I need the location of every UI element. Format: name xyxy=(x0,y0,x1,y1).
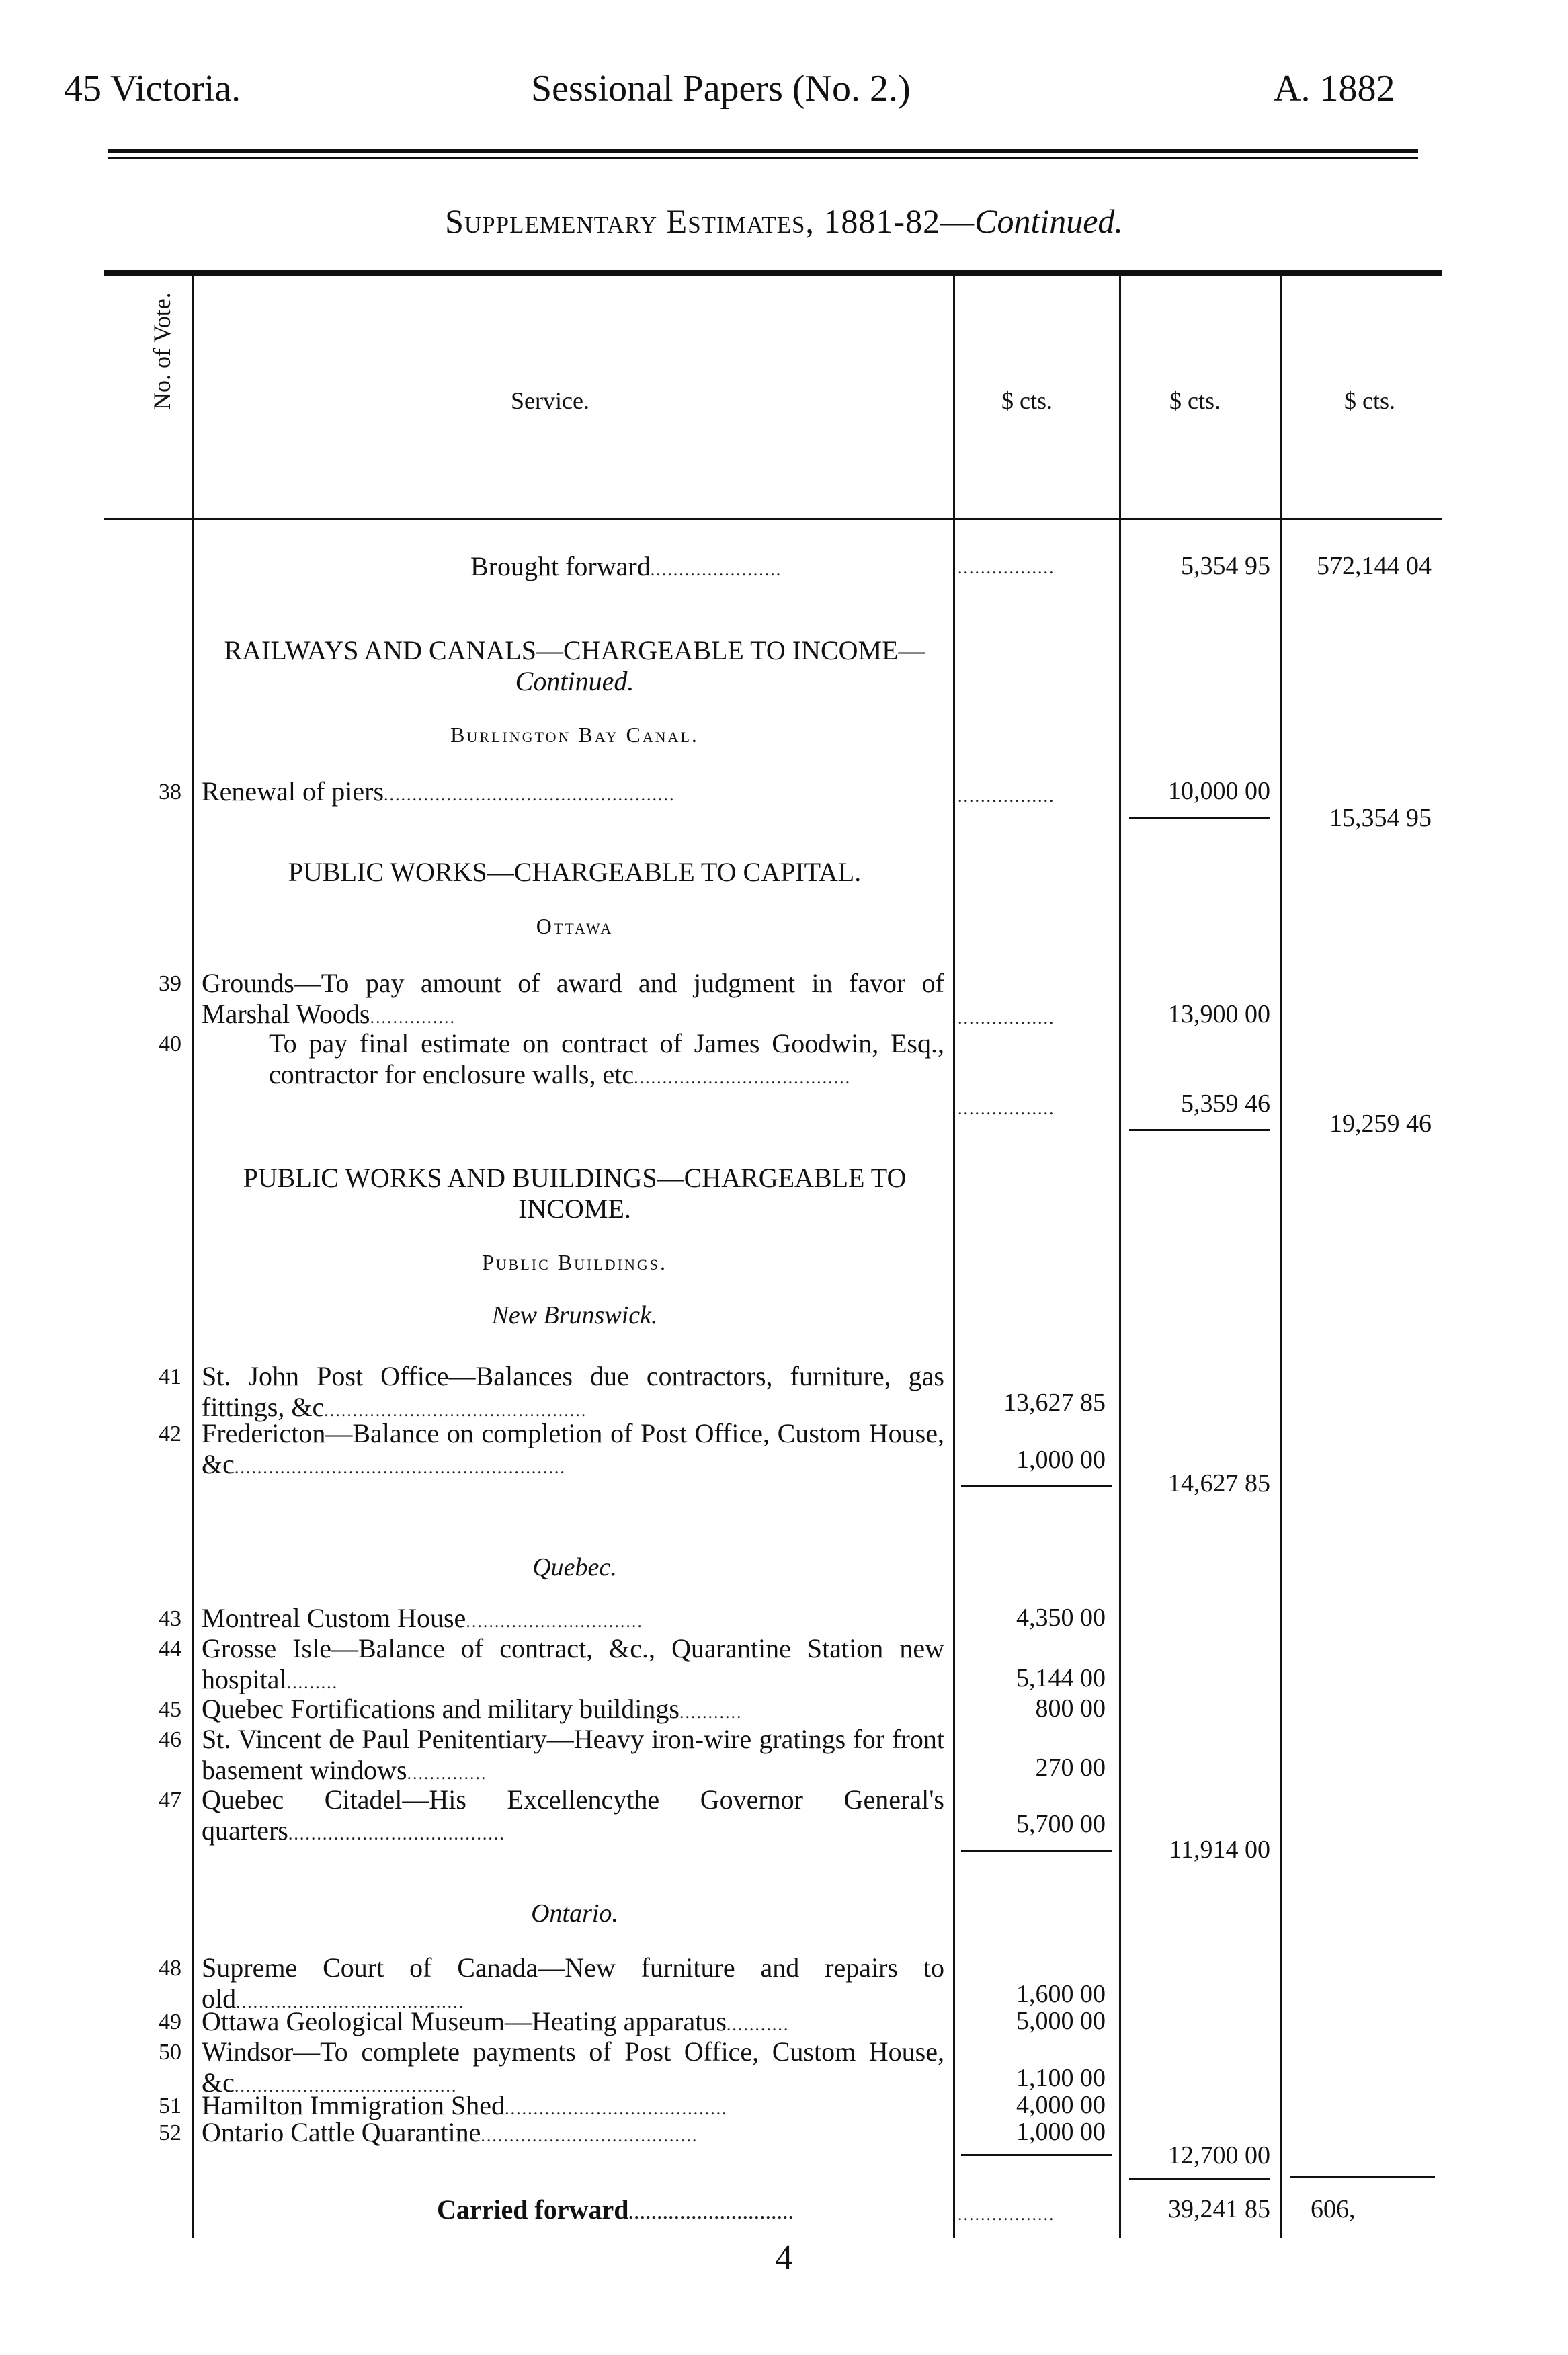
burlington-total-c3: 15,354 95 xyxy=(1329,804,1432,832)
service-item-46: St. Vincent de Paul Penitentiary—Heavy iron-wire gratings for front basement windows.............. xyxy=(202,1724,944,1785)
vote-48-c1: 1,600 00 xyxy=(1016,1980,1106,2008)
service-item-50: Windsor—To complete payments of Post Office, Custom House, &c....................................... xyxy=(202,2036,944,2098)
vote-50-c1: 1,100 00 xyxy=(1016,2064,1106,2092)
vote-number-52: 52 xyxy=(159,2120,181,2145)
section-public-works-capital: PUBLIC WORKS—CHARGEABLE TO CAPITAL. xyxy=(288,857,862,887)
header-year: A. 1882 xyxy=(1274,68,1395,110)
col-head-c2: $ cts. xyxy=(1169,387,1221,414)
header-rule-bottom xyxy=(108,157,1418,159)
quebec-total-c2: 11,914 00 xyxy=(1169,1835,1270,1864)
vote-number-47: 47 xyxy=(159,1788,181,1813)
col-divider-c1 xyxy=(1119,276,1121,2238)
vote-51-c1: 4,000 00 xyxy=(1016,2091,1106,2119)
ontario-total-c2: 12,700 00 xyxy=(1168,2141,1270,2170)
vote-number-41: 41 xyxy=(159,1364,181,1389)
col-divider-vote xyxy=(192,276,194,2238)
carried-forward-c2: 39,241 85 xyxy=(1168,2195,1270,2223)
new-brunswick-underline xyxy=(961,1485,1112,1487)
quebec-underline xyxy=(961,1850,1112,1852)
header-volume: 45 Victoria. xyxy=(64,68,241,110)
ottawa-total-c3: 19,259 46 xyxy=(1329,1110,1432,1138)
vote-number-46: 46 xyxy=(159,1727,181,1752)
vote-49-c1: 5,000 00 xyxy=(1016,2007,1106,2035)
vote-number-39: 39 xyxy=(159,971,181,996)
col-head-service: Service. xyxy=(511,387,589,414)
subsection-ottawa: Ottawa xyxy=(536,914,614,938)
service-item-41: St. John Post Office—Balances due contractors, furniture, gas fittings, &c.............................................. xyxy=(202,1361,944,1422)
vote-42-c1: 1,000 00 xyxy=(1016,1446,1106,1474)
header-sessional-papers: Sessional Papers (No. 2.) xyxy=(531,68,911,110)
service-item-45: Quebec Fortifications and military buildings........... xyxy=(202,1694,743,1724)
vote-38-c1-dots: ................. xyxy=(958,786,1055,806)
service-item-39: Grounds—To pay amount of award and judgment in favor of Marshal Woods............... xyxy=(202,968,944,1029)
vote-number-51: 51 xyxy=(159,2094,181,2118)
table-top-rule xyxy=(104,270,1442,276)
vote-number-45: 45 xyxy=(159,1697,181,1722)
vote-number-40: 40 xyxy=(159,1032,181,1057)
col-head-vote: No. of Vote. xyxy=(149,292,175,410)
vote-43-c1: 4,350 00 xyxy=(1016,1604,1106,1632)
ottawa-underline xyxy=(1129,1129,1270,1131)
vote-47-c1: 5,700 00 xyxy=(1016,1810,1106,1838)
brought-forward-c2: 5,354 95 xyxy=(1181,552,1270,580)
col-head-c1: $ cts. xyxy=(1001,387,1053,414)
province-quebec: Quebec. xyxy=(532,1553,617,1581)
vote-45-c1: 800 00 xyxy=(1035,1694,1106,1723)
vote-40-c2: 5,359 46 xyxy=(1181,1089,1270,1118)
brought-forward-c1-dots: ................. xyxy=(958,558,1055,577)
new-brunswick-total-c2: 14,627 85 xyxy=(1168,1469,1270,1497)
brought-forward-label: Brought forward....................... xyxy=(470,551,782,581)
vote-38-c2: 10,000 00 xyxy=(1168,777,1270,805)
service-item-47: Quebec Citadel—His Excellencythe Governor General's quarters...................................... xyxy=(202,1784,944,1846)
carried-forward-label: Carried forward............................. xyxy=(437,2194,794,2225)
subsection-public-buildings: Public Buildings. xyxy=(481,1250,668,1274)
carried-forward-c1-dots: ................. xyxy=(958,2204,1055,2224)
vote-39-c2: 13,900 00 xyxy=(1168,1000,1270,1028)
service-item-38: Renewal of piers................................................... xyxy=(202,776,675,807)
service-item-40: To pay final estimate on contract of James Goodwin, Esq., contractor for enclosure walls, etc...................................... xyxy=(269,1028,944,1089)
vote-52-c1: 1,000 00 xyxy=(1016,2118,1106,2146)
vote-number-44: 44 xyxy=(159,1637,181,1661)
carried-forward-c3: 606, xyxy=(1311,2195,1356,2223)
vote-44-c1: 5,144 00 xyxy=(1016,1664,1106,1692)
province-ontario: Ontario. xyxy=(531,1899,618,1928)
service-item-42: Fredericton—Balance on completion of Post Office, Custom House, &c.......................................................... xyxy=(202,1418,944,1479)
section-railways-canals: RAILWAYS AND CANALS—CHARGEABLE TO INCOME—Continued. xyxy=(224,635,925,696)
vote-46-c1: 270 00 xyxy=(1035,1753,1106,1782)
vote-number-43: 43 xyxy=(159,1606,181,1631)
vote-number-42: 42 xyxy=(159,1421,181,1446)
service-item-48: Supreme Court of Canada—New furniture and repairs to old........................................ xyxy=(202,1952,944,2014)
header-rule-top xyxy=(108,149,1418,153)
section-public-works-buildings-income: PUBLIC WORKS AND BUILDINGS—CHARGEABLE TO INCOME. xyxy=(243,1163,907,1224)
service-item-52: Ontario Cattle Quarantine...................................... xyxy=(202,2117,698,2147)
brought-forward-c3: 572,144 04 xyxy=(1317,552,1432,580)
vote-number-49: 49 xyxy=(159,2010,181,2034)
page-title: Supplementary Estimates, 1881-82—Continued. xyxy=(445,202,1123,240)
province-new-brunswick: New Brunswick. xyxy=(491,1301,658,1329)
vote-number-50: 50 xyxy=(159,2040,181,2065)
vote-40-c1-dots: ................. xyxy=(958,1099,1055,1118)
vote-41-c1: 13,627 85 xyxy=(1003,1389,1106,1417)
subsection-burlington-bay-canal: Burlington Bay Canal. xyxy=(450,722,699,747)
col-divider-c2 xyxy=(1280,276,1282,2238)
col-divider-service xyxy=(953,276,955,2238)
vote-number-48: 48 xyxy=(159,1956,181,1981)
ontario-underline xyxy=(961,2154,1112,2156)
vote-39-c1-dots: ................. xyxy=(958,1008,1055,1028)
c3-underline xyxy=(1290,2176,1435,2178)
service-item-43: Montreal Custom House............................... xyxy=(202,1603,643,1633)
service-item-49: Ottawa Geological Museum—Heating apparatus........... xyxy=(202,2006,790,2036)
service-item-44: Grosse Isle—Balance of contract, &c., Quarantine Station new hospital......... xyxy=(202,1633,944,1694)
col-head-c3: $ cts. xyxy=(1344,387,1395,414)
page-number: 4 xyxy=(775,2239,793,2277)
burlington-underline xyxy=(1129,817,1270,819)
vote-number-38: 38 xyxy=(159,780,181,804)
service-item-51: Hamilton Immigration Shed....................................... xyxy=(202,2090,728,2120)
table-header-rule xyxy=(104,518,1442,520)
ontario-total-underline xyxy=(1129,2178,1270,2180)
